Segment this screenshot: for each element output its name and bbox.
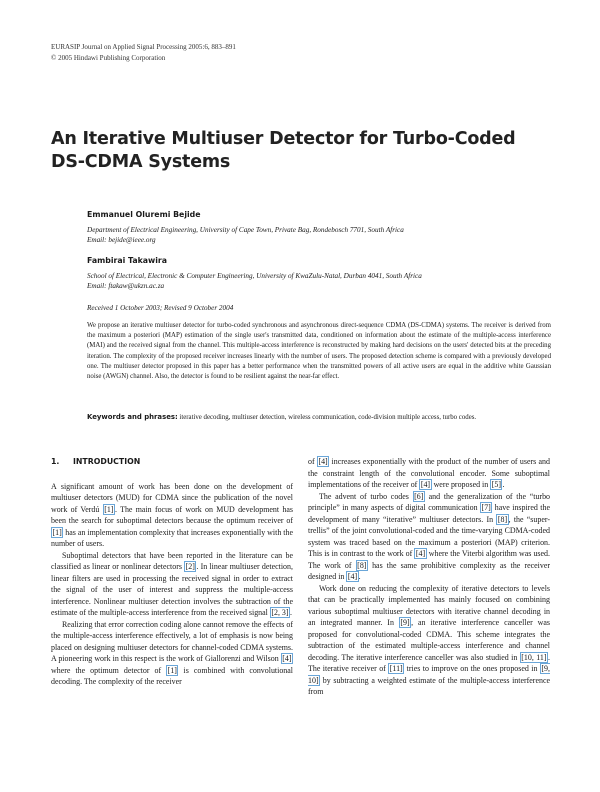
received-dates: Received 1 October 2003; Revised 9 October 2004 <box>87 304 234 312</box>
citation-link[interactable]: [4] <box>420 480 431 489</box>
paper-title-line-1: An Iterative Multiuser Detector for Turbo-Coded <box>51 129 516 149</box>
keywords-label: Keywords and phrases: <box>87 413 178 421</box>
citation-link[interactable]: [9, 10] <box>308 664 550 685</box>
paragraph: of [4] increases exponentially with the product of the number of users and the constraint length of the convolutional encoder. Some suboptimal implementations of the receiver of [4] were proposed in [5] . <box>308 457 550 489</box>
author-affiliation: Department of Electrical Engineering, University of Cape Town, Private Bag, Rondebosch 7701, South Africa <box>87 225 404 234</box>
citation-link[interactable]: [1] <box>104 504 114 514</box>
paragraph: Realizing that error correction coding alone cannot remove the effects of the multiple-access interference effectively, a lot of emphasis is now being placed on designing multiuser detectors for channel-coded CDMA systems. A pioneering work in this respect is the work of Giallorenzi and Wilson [4] where the optimum detector of [1] is combined with convolutional decoding. The complexity of the receiver <box>51 619 293 686</box>
citation-link[interactable]: [2] <box>185 562 195 571</box>
paragraph: Suboptimal detectors that have been reported in the literature can be classified as linear or nonlinear detectors [2] . In linear multiuser detection, linear filters are used in processing the received signal in order to extract the signal of the user of interest and suppress the multiple-access interference. Nonlinear multiuser detection involves the subtraction of the estimate of the multiple-access interference from the received signal [2, 3] . <box>51 550 293 617</box>
copyright-line: © 2005 Hindawi Publishing Corporation <box>51 54 166 62</box>
citation-link[interactable]: [7] <box>481 503 491 512</box>
section-heading <box>51 456 293 468</box>
journal-header <box>51 42 236 64</box>
keywords-text: iterative decoding, multiuser detection, wireless communication, code-division multiple access, turbo codes. <box>177 414 477 421</box>
keywords <box>87 412 551 423</box>
right-column <box>308 456 550 698</box>
journal-citation: EURASIP Journal on Applied Signal Processing 2005:6, 883–891 <box>51 43 236 51</box>
paper-title <box>51 128 551 174</box>
section-number: 1. <box>51 457 60 466</box>
author-name: Emmanuel Oluremi Bejide <box>87 210 201 219</box>
citation-link[interactable]: [9] <box>400 618 410 627</box>
paper-title-line-2: DS-CDMA Systems <box>51 152 231 172</box>
citation-link[interactable]: [4] <box>318 457 328 466</box>
paragraph: A significant amount of work has been done on the development of multiuser detectors (MUD) for CDMA since the publication of the novel work of Verdú [1] . The main focus of work on MUD development has been the search for suboptimal detectors because the optimum receiver of [1] has an implementation complexity that increases exponentially with the number of users. <box>51 481 293 548</box>
paragraph: Work done on reducing the complexity of iterative detectors to levels that can be practically implemented has mainly focused on combining various suboptimal multiuser detectors with iterative channel decoding in an integrated manner. In [9] , an iterative interference canceller was proposed for convolutional-coded CDMA. This scheme integrates the subtraction of the estimated multiple-access interference and channel decoding. The iterative interference canceller was also studied in [10, 11] . The iterative receiver of [11] tries to improve on the ones proposed in [9, 10] by subtracting a weighted estimate of the multiple-access interference from <box>308 583 550 696</box>
author-name: Fambirai Takawira <box>87 256 168 265</box>
left-column <box>51 456 293 688</box>
citation-link[interactable]: [1] <box>167 665 177 675</box>
citation-link[interactable]: [8] <box>497 514 508 524</box>
author-block-1 <box>87 210 557 246</box>
section-title: INTRODUCTION <box>73 457 141 466</box>
citation-link[interactable]: [4] <box>347 572 358 581</box>
citation-link[interactable]: [4] <box>415 549 426 558</box>
abstract: We propose an iterative multiuser detector for turbo-coded synchronous and asynchronous direct-sequence CDMA (DS-CDMA) systems. The receiver is derived from the maximum a posteriori (MAP) estimation of the single user's transmitted data, conditioned on information about the estimate of the multiple-access interference (MAI) and the received signal from the channel. This multiple-access interference is reconstructed by making hard decisions on the users' detected bits at the preceding iteration. The complexity of the proposed receiver increases linearly with the number of users. The proposed detection scheme is compared with a previously developed one. The multiuser detector proposed in this paper has a better performance when the transmitted powers of all active users are equal in the additive white Gaussian noise (AWGN) channel. Also, the detector is found to be resilient against the near-far effect. <box>87 322 551 381</box>
citation-link[interactable]: [5] <box>491 480 501 489</box>
citation-link[interactable]: [10, 11] <box>521 652 547 662</box>
author-block-2 <box>87 256 557 292</box>
citation-link[interactable]: [4] <box>282 654 292 663</box>
author-email: Email: bejide@ieee.org <box>87 236 156 244</box>
citation-link[interactable]: [6] <box>414 491 424 501</box>
author-email: Email: ftakaw@ukzn.ac.za <box>87 282 165 290</box>
citation-link[interactable]: [11] <box>389 664 403 673</box>
citation-link[interactable]: [8] <box>357 560 367 570</box>
author-affiliation: School of Electrical, Electronic & Computer Engineering, University of KwaZulu-Natal, Durban 4041, South Africa <box>87 271 422 280</box>
citation-link[interactable]: [1] <box>52 527 62 537</box>
paragraph: The advent of turbo codes [6] and the generalization of the “turbo principle” in many aspects of digital communication [7] have inspired the development of many “iterative” multiuser detectors. In [8] , the “super-trellis” of the joint convolutional-coded and the time-varying CDMA-coded system was traced based on the maximum a posteriori (MAP) criterion. This is in contrast to the work of [4] where the Viterbi algorithm was used. The work of [8] has the same prohibitive complexity as the receiver designed in [4] . <box>308 491 551 581</box>
citation-link[interactable]: [2, 3] <box>271 608 289 617</box>
